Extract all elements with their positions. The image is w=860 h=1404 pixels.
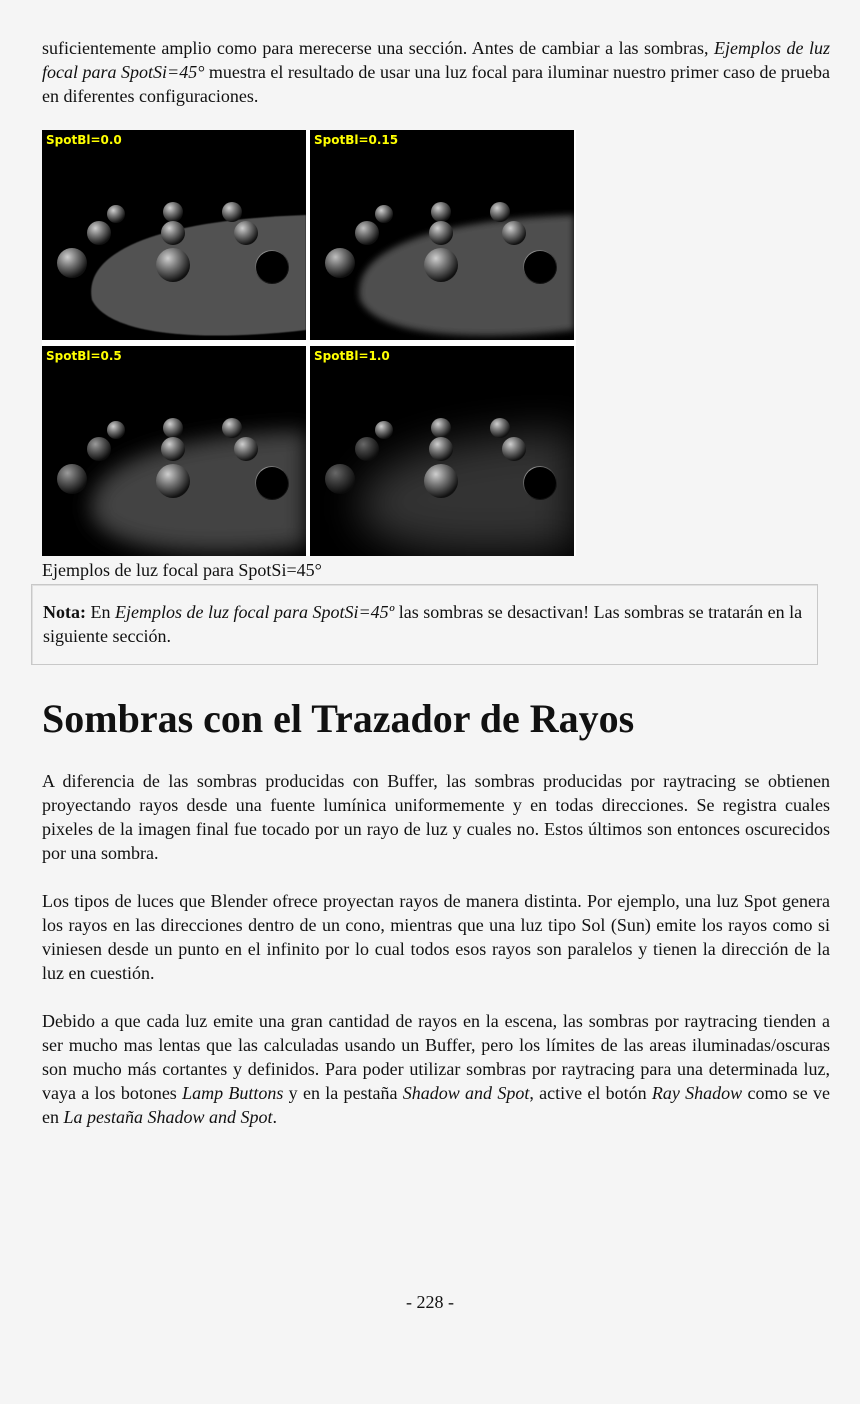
- p3-shadow-spot: Shadow and Spot: [402, 1083, 530, 1103]
- p3-text-5: .: [272, 1107, 278, 1127]
- spotlight-figure: [42, 130, 576, 556]
- section-title: Sombras con el Trazador de Rayos: [42, 696, 635, 741]
- p3-text-1: Debido a que cada luz emite una gran cantidad de rayos en la escena, las sombras por raytracing tienden a ser mucho mas lentas que las calculadas usando un Buffer, pero los límites de las areas iluminadas/oscuras son mucho más cortantes y definidos. Para poder utilizar sombras por raytracing para una determinada luz, vaya a los botones: [42, 1011, 830, 1103]
- figure-reference: Ejemplos de luz focal para SpotSi=45°: [42, 38, 830, 82]
- p3-lamp-buttons: Lamp Buttons: [182, 1083, 284, 1103]
- render-panel-1: [42, 130, 306, 340]
- paragraph-1: A diferencia de las sombras producidas con Buffer, las sombras producidas por raytracing se obtienen proyectando rayos desde una fuente lumínica uniformemente y en todas direcciones. Se registra cuales pixeles de la imagen final fue tocado por un rayo de luz y cuales no. Estos últimos son entonces oscurecidos por una sombra.: [42, 771, 830, 863]
- render-image-4: [310, 346, 574, 556]
- note-text-1: En: [86, 602, 115, 622]
- note-label: Nota:: [43, 602, 86, 622]
- panel-label-3: SpotBl=0.5: [46, 349, 122, 363]
- page-number: - 228 -: [406, 1292, 454, 1312]
- render-panel-2: [310, 130, 574, 340]
- paragraph-3: [42, 1009, 830, 1129]
- panel-label-2: SpotBl=0.15: [314, 133, 399, 147]
- intro-paragraph: [42, 36, 830, 108]
- render-image-2: [310, 130, 574, 340]
- render-panel-3: [42, 346, 306, 556]
- intro-text-1: suficientemente amplio como para merecerse una sección. Antes de cambiar a las sombras,: [42, 38, 715, 58]
- panel-label-1: SpotBl=0.0: [46, 133, 122, 147]
- p3-text-3: , active el botón: [529, 1083, 652, 1103]
- note-text: [43, 600, 807, 648]
- page-content: [42, 36, 830, 1153]
- render-image-3: [42, 346, 306, 556]
- figure-caption: Ejemplos de luz focal para SpotSi=45°: [42, 560, 322, 580]
- intro-text-2: muestra el resultado de usar una luz focal para iluminar nuestro primer caso de prueba en diferentes configuraciones.: [42, 62, 830, 106]
- p3-tab-reference: La pestaña Shadow and Spot: [63, 1107, 273, 1127]
- render-image-1: [42, 130, 306, 340]
- render-panel-4: [310, 346, 574, 556]
- p3-text-2: y en la pestaña: [283, 1083, 403, 1103]
- panel-label-4: SpotBl=1.0: [314, 349, 390, 363]
- p3-ray-shadow: Ray Shadow: [651, 1083, 743, 1103]
- note-text-2: las sombras se desactivan! Las sombras se tratarán en la siguiente sección.: [43, 602, 803, 646]
- note-box: [31, 584, 818, 665]
- paragraph-2: Los tipos de luces que Blender ofrece proyectan rayos de manera distinta. Por ejemplo, una luz Spot genera los rayos en las direcciones dentro de un cono, mientras que una luz tipo Sol (Sun) emite los rayos como si viniesen desde un punto en el infinito por lo cual todos esos rayos son paralelos y tienen la dirección de la luz en cuestión.: [42, 891, 830, 983]
- p3-text-4: como se ve en: [42, 1083, 831, 1127]
- note-figure-reference: Ejemplos de luz focal para SpotSi=45º: [115, 602, 395, 622]
